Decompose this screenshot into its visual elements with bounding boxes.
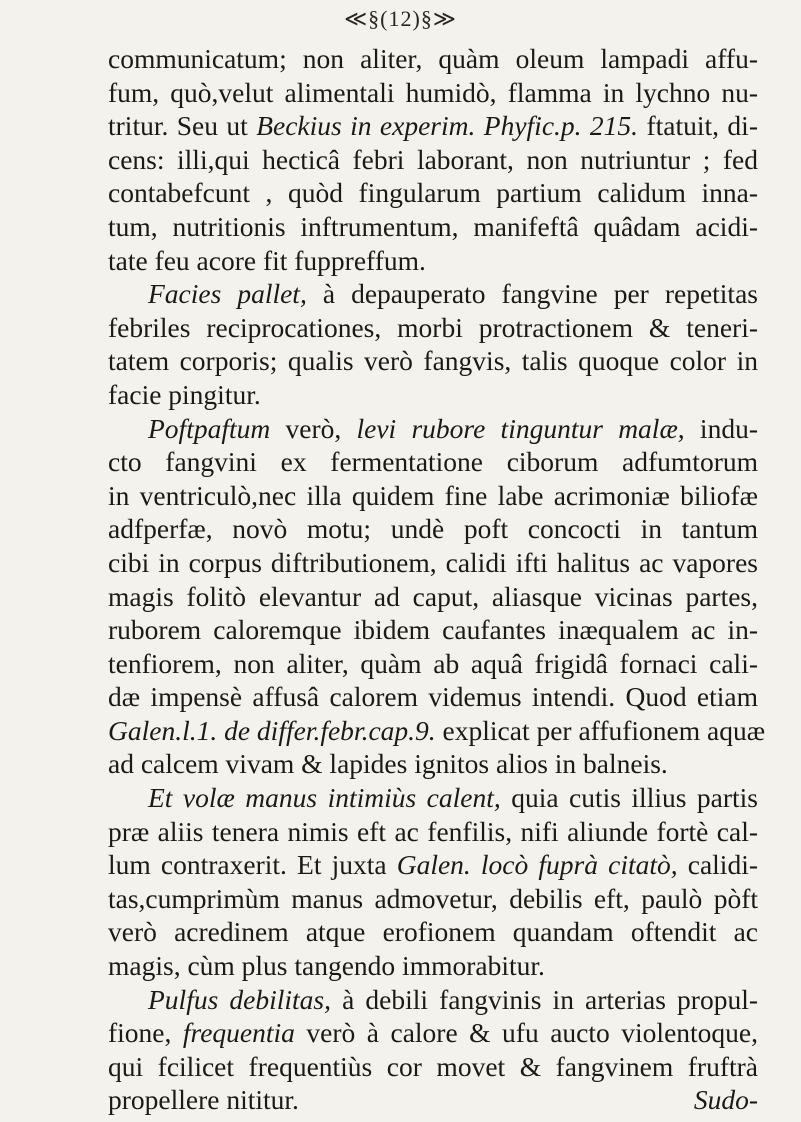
italic-text-run: frequentia bbox=[182, 1017, 295, 1049]
text-run: explicat per affufionem aquæ bbox=[435, 714, 766, 746]
body-text bbox=[108, 42, 766, 1117]
paragraph bbox=[108, 983, 758, 1117]
text-run: à debili fangvinis in arterias propul- bbox=[330, 983, 759, 1015]
text-line bbox=[108, 714, 766, 748]
text-line bbox=[108, 882, 758, 916]
paragraph bbox=[108, 412, 766, 782]
text-run: communicatum; non aliter, quàm oleum lampadi affu- bbox=[108, 43, 758, 74]
text-run: tatem corporis; qualis verò fangvis, talis quoque color in bbox=[108, 345, 758, 377]
text-line bbox=[108, 311, 758, 345]
italic-text-run: Poftpaftum bbox=[148, 412, 271, 444]
paragraph bbox=[108, 781, 758, 983]
text-line bbox=[108, 277, 758, 311]
italic-text-run: Et volæ manus intimiùs calent, bbox=[148, 782, 501, 814]
text-run: cibi in corpus diftributionem, calidi ifti halitus ac vapores bbox=[108, 546, 758, 578]
text-run: magis folitò elevantur ad caput, aliasque vicinas partes, bbox=[108, 580, 758, 612]
text-line bbox=[108, 512, 758, 546]
text-run: ruborem caloremque ibidem caufantes inæqualem ac in- bbox=[108, 614, 758, 646]
text-run: dæ impensè affusâ calorem videmus intendi. Quod etiam bbox=[108, 681, 758, 713]
text-run: febriles reciprocationes, morbi protractionem & teneri- bbox=[108, 311, 758, 343]
text-line bbox=[108, 412, 758, 446]
text-line bbox=[108, 76, 758, 110]
text-line bbox=[108, 176, 758, 210]
text-run: ad calcem vivam & lapides ignitos alios in balneis. bbox=[108, 748, 668, 780]
text-line bbox=[108, 915, 758, 949]
catchword: Sudo- bbox=[693, 1084, 758, 1116]
text-line bbox=[108, 378, 758, 412]
text-line bbox=[108, 580, 758, 614]
text-run: in ventriculò,nec illa quidem fine labe acrimoniæ biliofæ bbox=[108, 479, 758, 511]
text-line bbox=[108, 143, 758, 177]
text-line bbox=[108, 747, 758, 781]
text-run: qui fcilicet frequentiùs cor movet & fangvinem fruftrà bbox=[108, 1050, 758, 1082]
text-run: quia cutis illius partis bbox=[500, 782, 758, 814]
text-run: verò à calore & ufu aucto violentoque, bbox=[294, 1017, 758, 1049]
text-run: cens: illi,qui hecticâ febri laborant, non nutriuntur ; fed bbox=[108, 143, 758, 175]
text-line bbox=[108, 1016, 758, 1050]
text-run: calidi- bbox=[677, 849, 758, 881]
italic-text-run: Galen.l.1. de differ.febr.cap.9. bbox=[108, 714, 436, 746]
text-run: præ aliis tenera nimis eft ac fenfilis, nifi aliunde fortè cal- bbox=[108, 815, 758, 847]
text-line bbox=[108, 546, 758, 580]
italic-text-run: levi rubore tinguntur malæ, bbox=[356, 412, 685, 444]
text-line bbox=[108, 244, 758, 278]
text-line bbox=[108, 848, 758, 882]
text-line bbox=[108, 1083, 758, 1117]
text-run: propellere nititur. bbox=[108, 1084, 299, 1116]
text-line bbox=[108, 1050, 758, 1084]
text-run: contabefcunt , quòd fingularum partium calidum inna- bbox=[108, 177, 758, 209]
text-run: fum, quò,velut alimentali humidò, flamma in lychno nu- bbox=[108, 76, 758, 108]
text-line bbox=[108, 445, 758, 479]
italic-text-run: Beckius in experim. Phyfic.p. 215. bbox=[256, 110, 639, 142]
text-line bbox=[108, 983, 758, 1017]
text-line bbox=[108, 479, 758, 513]
text-run: adfperfæ, novò motu; undè poft concocti in tantum bbox=[108, 513, 758, 545]
text-line bbox=[108, 210, 758, 244]
text-run: tum, nutritionis inftrumentum, manifeftâ quâdam acidi- bbox=[108, 210, 758, 242]
text-run: tate feu acore fit fuppreffum. bbox=[108, 244, 426, 276]
text-run: facie pingitur. bbox=[108, 378, 261, 410]
paragraph bbox=[108, 42, 758, 277]
text-run: ftatuit, di- bbox=[638, 110, 758, 142]
text-line bbox=[108, 344, 758, 378]
text-line bbox=[108, 680, 758, 714]
italic-text-run: Facies pallet, bbox=[148, 278, 307, 310]
text-run: fione, bbox=[108, 1017, 183, 1049]
text-line bbox=[108, 613, 758, 647]
text-run: lum contraxerit. Et juxta bbox=[108, 849, 397, 881]
text-run: tritur. Seu ut bbox=[108, 110, 257, 142]
text-line bbox=[108, 781, 758, 815]
text-line bbox=[108, 109, 758, 143]
italic-text-run: Galen. locò fuprà citatò, bbox=[396, 849, 678, 881]
text-line bbox=[108, 42, 758, 76]
text-run: verò, bbox=[270, 412, 357, 444]
text-run: à depauperato fangvine per repetitas bbox=[306, 278, 758, 310]
italic-text-run: Pulfus debilitas, bbox=[148, 983, 331, 1015]
text-run: cto fangvini ex fermentatione ciborum adfumtorum bbox=[108, 446, 758, 478]
text-line bbox=[108, 647, 758, 681]
text-line bbox=[108, 815, 758, 849]
text-run: verò acredinem atque erofionem quandam oftendit ac bbox=[108, 916, 758, 948]
page-number-header: ≪§(12)§≫ bbox=[344, 6, 457, 31]
text-run: indu- bbox=[684, 412, 758, 444]
text-line bbox=[108, 949, 758, 983]
text-run: magis, cùm plus tangendo immorabitur. bbox=[108, 950, 545, 982]
paragraph bbox=[108, 277, 758, 411]
text-run: tenfiorem, non aliter, quàm ab aquâ frigidâ fornaci cali- bbox=[108, 647, 758, 679]
text-run: tas,cumprimùm manus admovetur, debilis eft, paulò pòft bbox=[108, 882, 758, 914]
